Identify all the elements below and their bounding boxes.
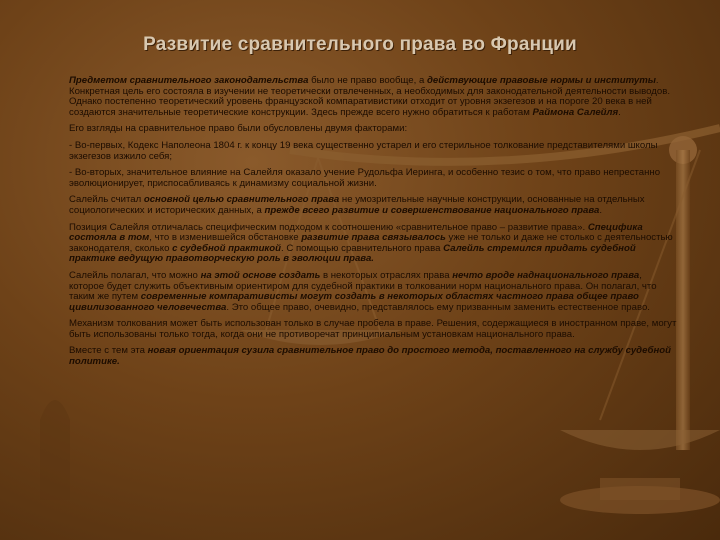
paragraph-text: было не право вообще, а	[308, 75, 427, 86]
emphasized-text: Предметом сравнительного законодательства	[69, 75, 309, 86]
paragraph	[69, 346, 677, 367]
emphasized-text: с судебной практикой	[172, 242, 282, 254]
emphasized-text: Салейль стремился придать судебной практике ведущую правотворческую роль в эволюции права.	[69, 242, 636, 265]
paragraph-text: Салейль полагал, что можно	[69, 269, 201, 281]
emphasized-text: Раймона Салейля	[532, 106, 619, 118]
paragraph-text: не умозрительные научные конструкции, основанные на отдельных социологических и исторических данных, а	[69, 194, 645, 216]
paragraph-text: Механизм толкования может быть использован только в случае пробела в праве. Решения, содержащиеся в иностранном праве, могут быть использованы только тогда, когда они не противоречат принципиальным установкам национального права.	[69, 318, 677, 340]
paragraph-text: . Конкретная цель его состояла в изучении не теоретически отвлеченных, а необходимых для законодательной деятельности выводов. Однако постепенно теоретический уровень французской компаративистики отходит от уровня экзегезов и на пороге 20 века в ней создаются значительные теоретические конструкции. Здесь прежде всего нужно обратиться к работам	[69, 75, 670, 118]
paragraph	[69, 141, 677, 162]
emphasized-text: современные компаративисты могут создать в некоторых областях частного права общее право цивилизованного человечества	[69, 291, 639, 313]
paragraph-text: .	[618, 106, 621, 118]
emphasized-text: прежде всего развитие и совершенствование национального права	[264, 204, 600, 216]
paragraph	[69, 168, 677, 189]
paragraph-text: Позиция Салейля отличалась специфическим подходом к соотношению «сравнительное право – развитие права».	[69, 221, 588, 233]
slide-body	[69, 76, 677, 374]
emphasized-text: Специфика состояла в том	[69, 221, 643, 244]
emphasized-text: нечто вроде наднационального права	[452, 269, 640, 281]
emphasized-text: основной целью сравнительного права	[143, 194, 340, 206]
paragraph-text: - Во-вторых, значительное влияние на Салейля оказало учение Рудольфа Иеринга, и особенно тезис о том, что право непрестанно эволюционирует, приспосабливаясь к динамизму социальной жизни.	[69, 167, 661, 189]
emphasized-text: на этой основе создать	[200, 269, 321, 281]
paragraph-text: Его взгляды на сравнительное право были обусловлены двумя факторами:	[69, 123, 408, 135]
paragraph-text: , что в изменившейся обстановке	[149, 232, 302, 244]
paragraph-text: в некоторых отраслях права	[320, 269, 453, 281]
paragraph-text: .	[599, 204, 602, 216]
paragraph	[69, 223, 677, 265]
paragraph	[69, 76, 677, 118]
paragraph-text: . С помощью сравнительного права	[281, 242, 444, 254]
paragraph	[69, 124, 677, 135]
paragraph	[69, 271, 677, 313]
paragraph-text: - Во-первых, Кодекс Наполеона 1804 г. к концу 19 века существенно устарел и его стерильное толкование представителями школы экзегезов изжило себя;	[69, 139, 658, 162]
paragraph-text: уже не только и даже не столько с деятельностью законодателя, сколько	[69, 232, 673, 254]
paragraph-text: . Это общее право, очевидно, представлялось ему призванным заменить естественное право.	[226, 301, 650, 313]
emphasized-text: новая ориентация сузила сравнительное право до простого метода, поставленного на службу судебной политике.	[69, 345, 672, 368]
paragraph-text: Салейль считал	[69, 194, 144, 206]
paragraph-text: , которое будет служить объективным ориентиром для судебной практики в толковании норм национального права. Он полагал, что таким же путем	[69, 269, 657, 303]
paragraph	[69, 195, 677, 216]
paragraph-text: Вместе с тем эта	[69, 345, 148, 357]
paragraph	[69, 319, 677, 340]
emphasized-text: развитие права связывалось	[301, 232, 446, 244]
slide-title: Развитие сравнительного права во Франции	[143, 34, 577, 55]
emphasized-text: действующие правовые нормы и институты	[426, 75, 656, 86]
